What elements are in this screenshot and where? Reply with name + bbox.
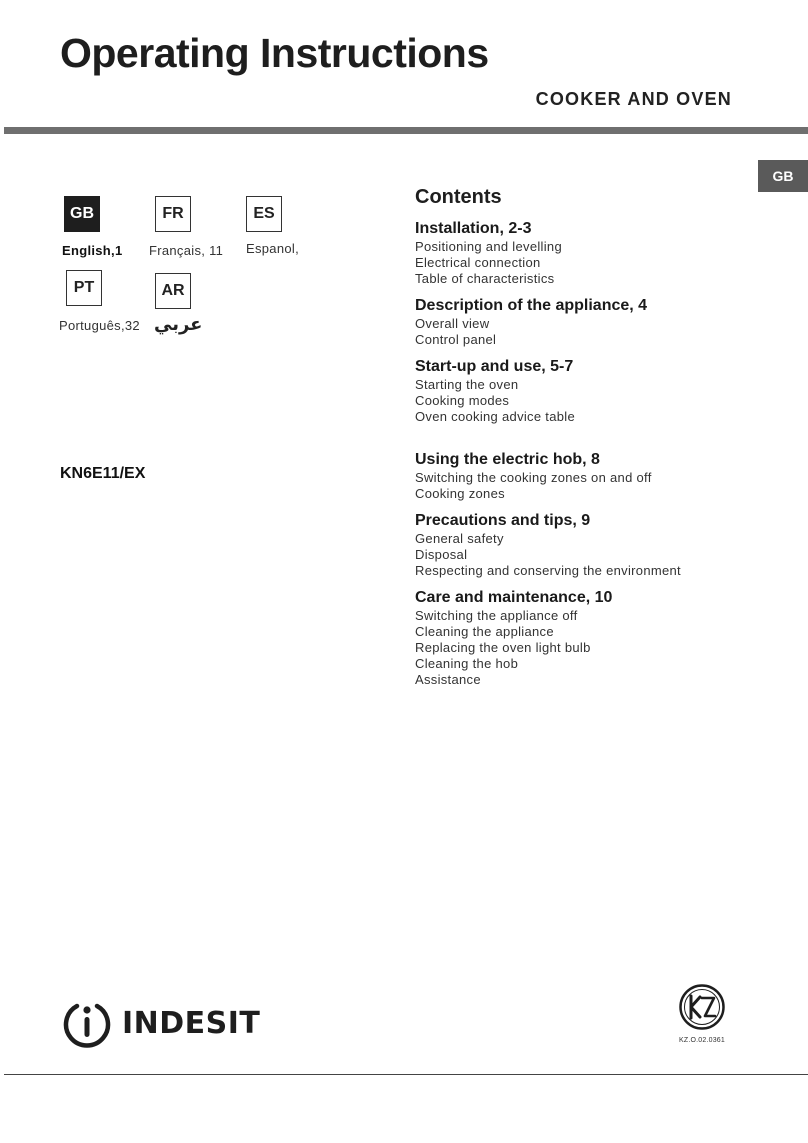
language-label-fr[interactable]: Français, 11: [149, 243, 224, 258]
toc-item[interactable]: Respecting and conserving the environment: [415, 563, 681, 578]
language-label-pt[interactable]: Português,32: [59, 318, 140, 333]
toc-item[interactable]: Oven cooking advice table: [415, 409, 575, 424]
language-box-ar[interactable]: AR: [155, 273, 191, 309]
toc-item[interactable]: Cooking modes: [415, 393, 510, 408]
language-label-ar[interactable]: عربي: [154, 314, 203, 334]
toc-item[interactable]: Assistance: [415, 672, 481, 687]
model-number: KN6E11/EX: [60, 465, 146, 482]
language-box-fr[interactable]: FR: [155, 196, 191, 232]
table-of-contents: [415, 186, 795, 697]
brand-logo: [60, 996, 260, 1050]
toc-item[interactable]: Starting the oven: [415, 377, 519, 392]
certification-mark: [677, 983, 727, 1044]
brand-name: INDESIT: [122, 1005, 261, 1041]
toc-item[interactable]: Switching the appliance off: [415, 608, 578, 623]
toc-section-title[interactable]: Using the electric hob, 8: [415, 451, 600, 468]
toc-item[interactable]: Table of characteristics: [415, 271, 555, 286]
toc-section-description: [415, 296, 795, 348]
header-divider: [4, 127, 808, 134]
toc-item[interactable]: Cooking zones: [415, 486, 505, 501]
toc-section-hob: [415, 450, 795, 502]
kz-certification-icon: [678, 983, 726, 1031]
toc-item[interactable]: Overall view: [415, 316, 490, 331]
language-box-es[interactable]: ES: [246, 196, 282, 232]
toc-section-title[interactable]: Description of the appliance, 4: [415, 297, 648, 314]
toc-section-title[interactable]: Precautions and tips, 9: [415, 512, 591, 529]
language-label-es[interactable]: Espanol,: [246, 241, 299, 256]
indesit-logo-icon: [60, 996, 114, 1050]
toc-section-installation: [415, 219, 795, 287]
language-box-gb[interactable]: GB: [64, 196, 100, 232]
toc-section-title[interactable]: Care and maintenance, 10: [415, 589, 613, 606]
language-side-tab: GB: [758, 160, 808, 192]
toc-item[interactable]: Switching the cooking zones on and off: [415, 470, 652, 485]
toc-section-startup: [415, 357, 795, 425]
page-title: Operating Instructions: [60, 30, 489, 76]
toc-item[interactable]: Cleaning the appliance: [415, 624, 554, 639]
certification-code: KZ.O.02.0361: [679, 1037, 725, 1044]
toc-item[interactable]: Disposal: [415, 547, 468, 562]
toc-section-care: [415, 588, 795, 688]
toc-section-precautions: [415, 511, 795, 579]
language-box-pt[interactable]: PT: [66, 270, 102, 306]
contents-title: Contents: [415, 186, 502, 208]
footer-divider: [4, 1074, 808, 1075]
toc-section-title[interactable]: Start-up and use, 5-7: [415, 358, 574, 375]
toc-item[interactable]: Electrical connection: [415, 255, 541, 270]
toc-item[interactable]: Positioning and levelling: [415, 239, 562, 254]
language-label-gb[interactable]: English,1: [62, 243, 123, 258]
toc-section-title[interactable]: Installation, 2-3: [415, 220, 532, 237]
toc-item[interactable]: Replacing the oven light bulb: [415, 640, 591, 655]
toc-item[interactable]: Control panel: [415, 332, 497, 347]
page-subtitle: COOKER AND OVEN: [535, 89, 732, 109]
toc-item[interactable]: General safety: [415, 531, 504, 546]
toc-item[interactable]: Cleaning the hob: [415, 656, 519, 671]
